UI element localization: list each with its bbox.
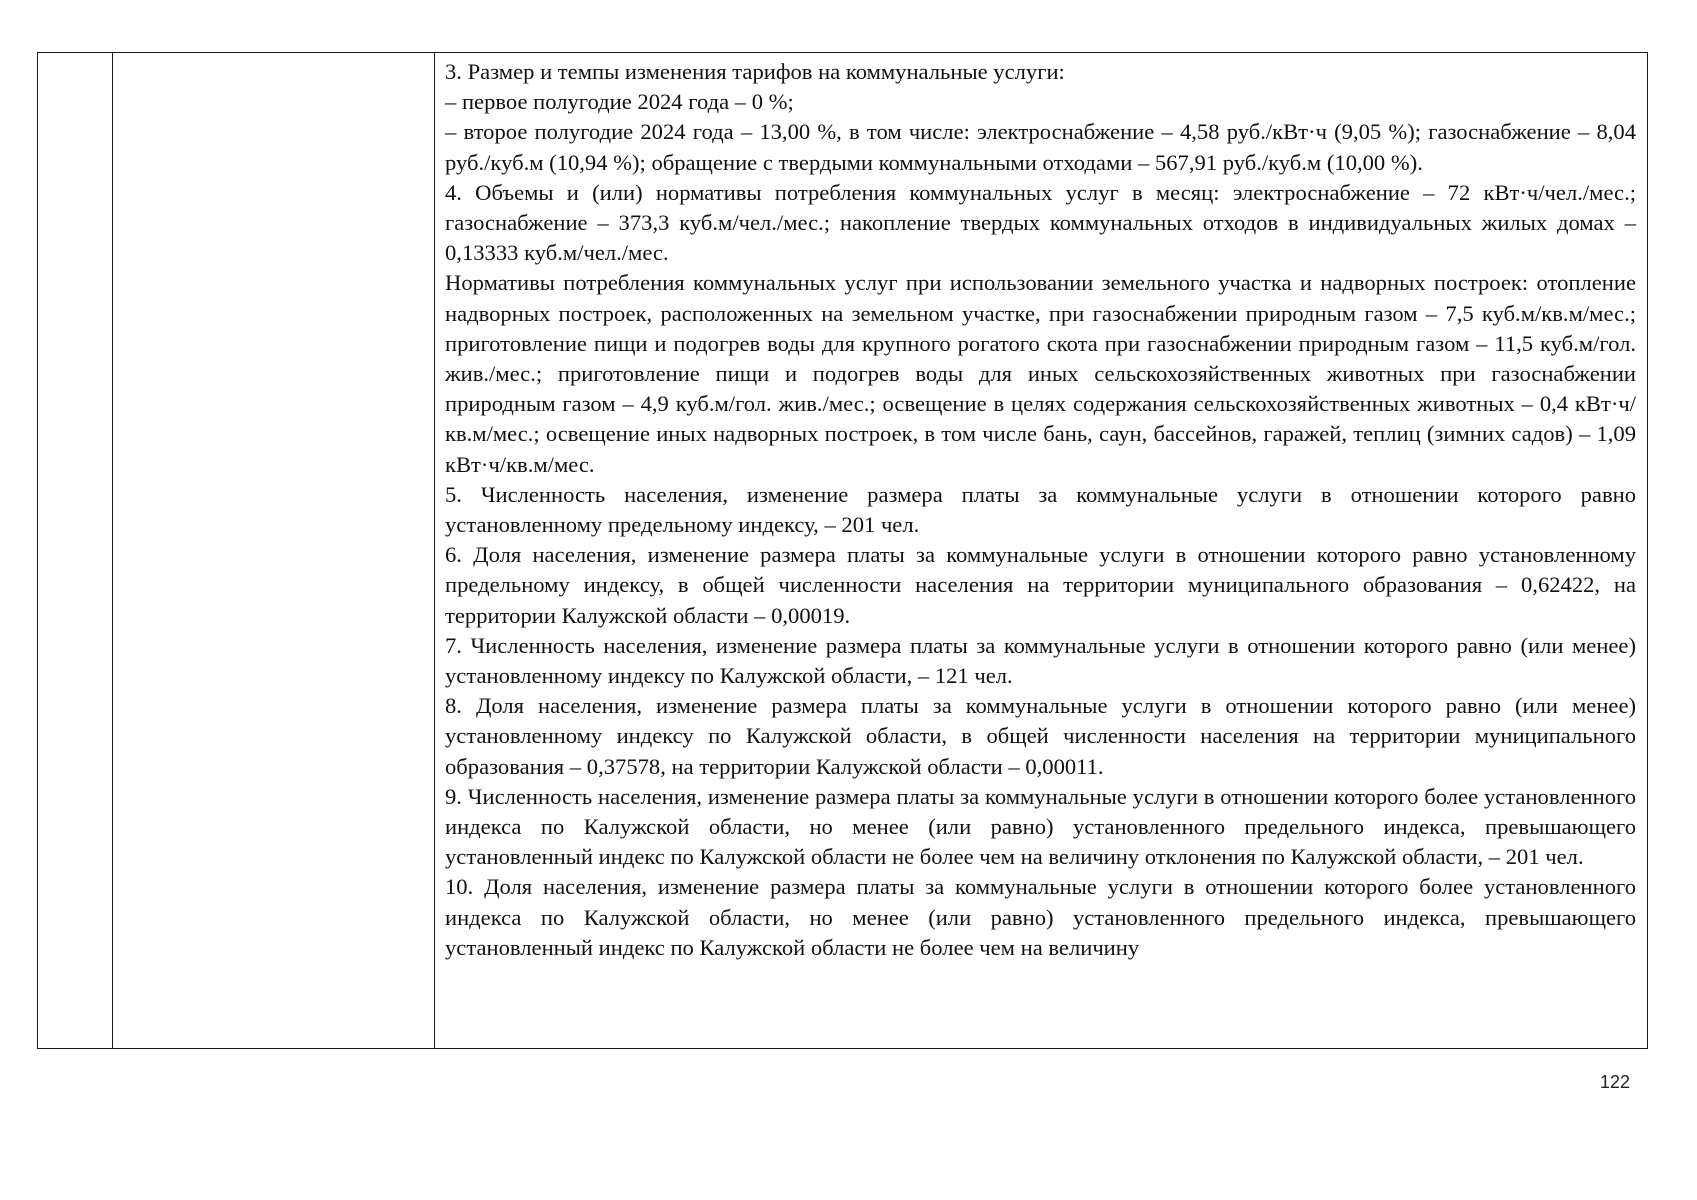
table-column-name xyxy=(113,53,435,1048)
paragraph-population-above-index: 9. Численность населения, изменение размера платы за коммунальные услуги в отношении которого более установленного индекса по Калужской области, но менее (или равно) установленного предельного индекса, превышающего установленный индекс по Калужской области не более чем на величину отклонения по Калужской области, – 201 чел. xyxy=(445,783,1636,870)
paragraph-population-limit-index: 5. Численность населения, изменение размера платы за коммунальные услуги в отношении которого равно установленному предельному индексу, – 201 чел. xyxy=(445,481,1636,538)
paragraph-land-plot-norms: Нормативы потребления коммунальных услуг при использовании земельного участка и надворных построек: отопление надворных построек, расположенных на земельном участке, при газоснабжении природным газом – 7,5 куб.м/кв.м/мес.; приготовление пищи и подогрев воды для крупного рогатого скота при газоснабжении природным газом – 11,5 куб.м/гол. жив./мес.; приготовление пищи и подогрев воды для иных сельскохозяйственных животных при газоснабжении природным газом – 4,9 куб.м/гол. жив./мес.; освещение в целях содержания сельскохозяйственных животных – 0,4 кВт·ч/кв.м/мес.; освещение иных надворных построек, в том числе бань, саун, бассейнов, гаражей, теплиц (зимних садов) – 1,09 кВт·ч/кв.м/мес. xyxy=(445,270,1636,477)
paragraph-second-half-year: – второе полугодие 2024 года – 13,00 %, в том числе: электроснабжение – 4,58 руб./кВт·ч (9,05 %); газоснабжение – 8,04 руб./куб.м (10,94 %); обращение с твердыми коммунальными отходами – 567,91 руб./куб.м (10,00 %). xyxy=(445,119,1636,175)
paragraph-share-limit-index: 6. Доля населения, изменение размера платы за коммунальные услуги в отношении которого равно установленному предельному индексу, в общей численности населения на территории муниципального образования – 0,62422, на территории Калужской области – 0,00019. xyxy=(445,542,1636,628)
paragraph-population-regional-index: 7. Численность населения, изменение размера платы за коммунальные услуги в отношении которого равно (или менее) установленному индексу по Калужской области, – 121 чел. xyxy=(445,632,1636,689)
table-column-number xyxy=(38,53,113,1048)
paragraph-tariff-heading: 3. Размер и темпы изменения тарифов на коммунальные услуги: xyxy=(445,59,1065,84)
paragraph-first-half-year: – первое полугодие 2024 года – 0 %; xyxy=(445,89,794,115)
document-table xyxy=(37,52,1648,1049)
page-number: 122 xyxy=(1600,1072,1631,1092)
paragraph-share-regional-index: 8. Доля населения, изменение размера платы за коммунальные услуги в отношении которого равно (или менее) установленному индексу по Калужской области, в общей численности населения на территории муниципального образования – 0,37578, на территории Калужской области – 0,00011. xyxy=(445,693,1636,779)
paragraph-share-above-index: 10. Доля населения, изменение размера платы за коммунальные услуги в отношении которого более установленного индекса по Калужской области, но менее (или равно) установленного предельного индекса, превышающего установленный индекс по Калужской области не более чем на величину xyxy=(445,874,1636,960)
table-column-text xyxy=(435,53,1647,1048)
paragraph-consumption-norms: 4. Объемы и (или) нормативы потребления коммунальных услуг в месяц: электроснабжение – 72 кВт·ч/чел./мес.; газоснабжение – 373,3 куб.м/чел./мес.; накопление твердых коммунальных отходов в индивидуальных жилых домах – 0,13333 куб.м/чел./мес. xyxy=(445,179,1636,266)
